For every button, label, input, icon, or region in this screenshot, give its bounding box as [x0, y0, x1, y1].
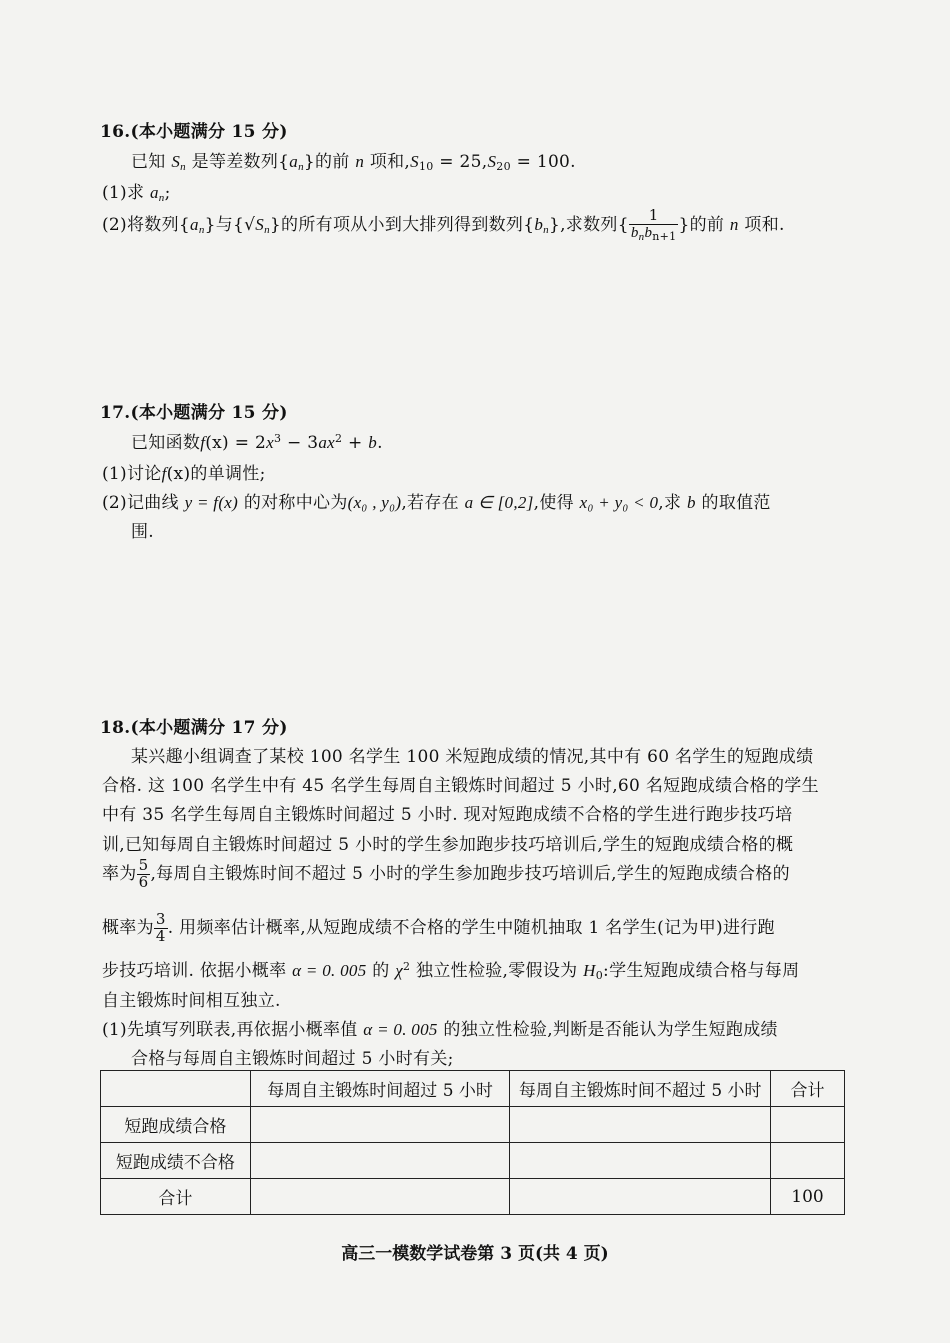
q16-part2: (2)将数列$\{a_n\}$与$\{√S_n\}$的所有项从小到大排列得到数列$\{b_n\}$,求数列{ $\frac{1}{b_nb_{n+1}}$ }的前 n 项和.	[102, 206, 785, 243]
q17-part2-cont: 围.	[131, 522, 155, 542]
q17-part1: (1)讨论f(x)的单调性;	[102, 464, 266, 484]
q18-line2: 合格. 这 100 名学生中有 45 名学生每周自主锻炼时间超过 5 小时,60 名短跑成绩合格的学生	[102, 776, 819, 796]
table-row	[101, 1107, 845, 1143]
table-header-cell: 每周自主锻炼时间不超过 5 小时	[510, 1071, 771, 1107]
q18-part1: (1)先填写列联表,再依据小概率值 α = 0. 005 的独立性检验,判断是否能认为学生短跑成绩	[102, 1020, 778, 1040]
fraction-5-6: $\frac{5}{6}$	[138, 856, 149, 891]
contingency-table	[100, 1070, 845, 1215]
q17-header: 17.(本小题满分 15 分)	[100, 403, 288, 423]
q18-line6: 概率为 $\frac{3}{4}$ . 用频率估计概率,从短跑成绩不合格的学生中随机抽取 1 名学生(记为甲)进行跑	[102, 910, 775, 945]
table-cell	[250, 1107, 510, 1143]
q18-header: 18.(本小题满分 17 分)	[100, 718, 288, 738]
table-cell	[510, 1107, 771, 1143]
q17-part2: (2)记曲线 y = f(x) 的对称中心为(x₀ , y₀),若存在 a ∈ [0,2],使得 x₀ + y₀ < 0,求 b 的取值范	[102, 493, 771, 513]
table-cell: 短跑成绩不合格	[101, 1143, 251, 1179]
page-footer: 高三一模数学试卷第 3 页(共 4 页)	[341, 1244, 609, 1264]
fraction-3-4: $\frac{3}{4}$	[155, 910, 166, 945]
table-header-cell	[101, 1071, 251, 1107]
q17-stem: 已知函数$f(x) = 2x^3 - 3ax^2 + b$.	[131, 432, 383, 453]
q18-line1: 某兴趣小组调查了某校 100 名学生 100 米短跑成绩的情况,其中有 60 名学生的短跑成绩	[131, 747, 814, 767]
table-cell	[771, 1143, 845, 1179]
table-cell: 合计	[101, 1179, 251, 1215]
table-cell	[771, 1107, 845, 1143]
q16-header: 16.(本小题满分 15 分)	[100, 122, 288, 142]
table-header-cell: 合计	[771, 1071, 845, 1107]
table-cell	[250, 1143, 510, 1179]
q18-part1-cont: 合格与每周自主锻炼时间超过 5 小时有关;	[131, 1049, 454, 1069]
q18-line3: 中有 35 名学生每周自主锻炼时间超过 5 小时. 现对短跑成绩不合格的学生进行跑步技巧培	[102, 805, 793, 825]
table-cell	[510, 1179, 771, 1215]
table-header-cell: 每周自主锻炼时间超过 5 小时	[250, 1071, 510, 1107]
table-cell: 短跑成绩合格	[101, 1107, 251, 1143]
table-cell: 100	[771, 1179, 845, 1215]
q16-stem: 已知 $S_n$ 是等差数列$\{a_n\}$的前 n 项和$,S_{10} = 25,S_{20} = 100$.	[131, 152, 576, 173]
q18-line4: 训,已知每周自主锻炼时间超过 5 小时的学生参加跑步技巧培训后,学生的短跑成绩合格的概	[102, 835, 794, 855]
q16-fraction: $\frac{1}{b_nb_{n+1}}$	[630, 206, 677, 243]
table-header-row	[101, 1071, 845, 1107]
table-cell	[250, 1179, 510, 1215]
table-cell	[510, 1143, 771, 1179]
q18-line8: 自主锻炼时间相互独立.	[102, 991, 281, 1011]
q18-line7: 步技巧培训. 依据小概率 α = 0. 005 的 $\chi^2$ 独立性检验,零假设为 $H_0$:学生短跑成绩合格与每周	[102, 960, 800, 982]
table-row	[101, 1143, 845, 1179]
q16-part1: (1)求 $a_n$;	[102, 183, 171, 204]
table-row	[101, 1179, 845, 1215]
q18-line5: 率为 $\frac{5}{6}$ ,每周自主锻炼时间不超过 5 小时的学生参加跑步技巧培训后,学生的短跑成绩合格的	[102, 856, 790, 891]
